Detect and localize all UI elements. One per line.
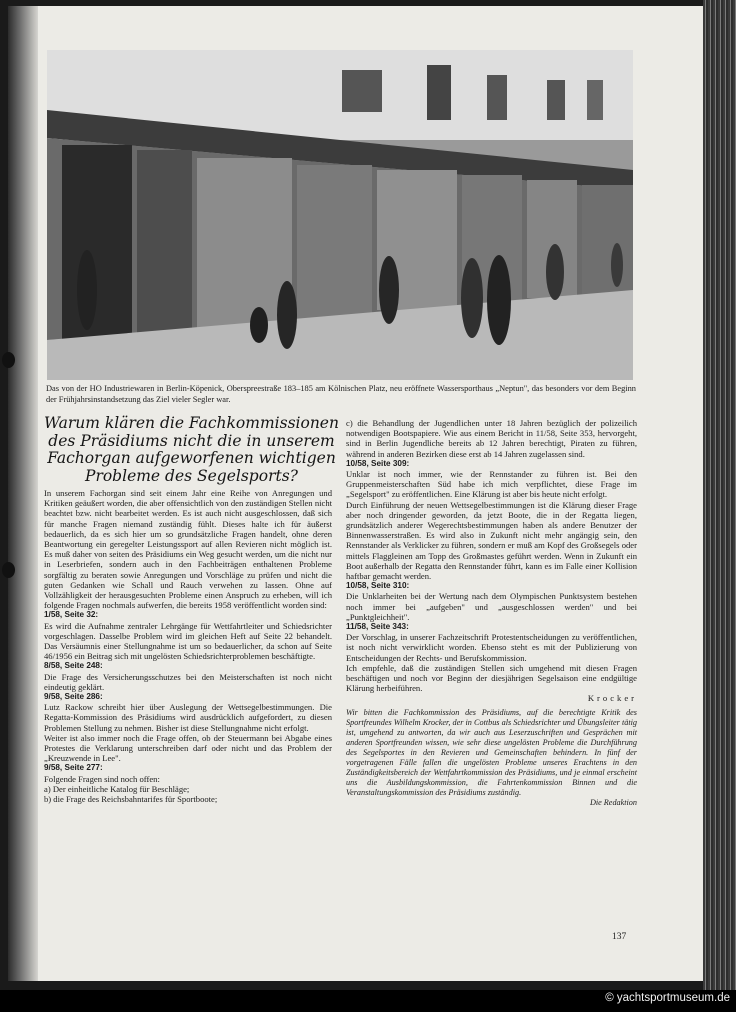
reference-text: Folgende Fragen sind noch offen: xyxy=(44,773,160,784)
reference-text: Unklar ist noch immer, wie der Rennstander zu führen ist. Bei den Gruppenmeisterschaften Süd habe ich mich verpflichtet, diese Frage im „Segelsport" zu eröffentlichen. Eine Klärung ist aber bis heute nicht erfolgt. xyxy=(346,469,637,500)
editorial-note: Wir bitten die Fachkommission des Präsidiums, auf die berechtigte Kritik des Sportfreundes Wilhelm Krocker, der in Cottbus als Schiedsrichter und Übungsleiter tätig ist, umgehend zu antworten, da wir auch aus Leserzuschriften und Gesprächen mit anderen Sportfreunden wissen, wie sehr diese ungelösten Probleme die Durchführung des Segelsportes in den Revieren und Gemeinschaften behindern. In fünf der vorgetragenen Fälle fallen die ungelösten Probleme unseres Erachtens in den Zuständigkeitsbereich der Wettfahrtkommission des Präsidiums, und je einmal erscheint uns die Ausbildungskommission, die Fahrtenkommission Binnen und die Veranstaltungskommission des Präsidiums zuständig. xyxy=(346,707,637,797)
reference-text: Lutz Rackow schreibt hier über Auslegung der Wettsegelbestimmungen. Die Regatta-Kommission des Präsidiums wird ausdrücklich aufgefordert, zu diesen Problemen Stellung zu nehmen. Bisher ist diese Stellungnahme nicht erfolgt. xyxy=(44,702,332,733)
reference-heading: 1/58, Seite 32: xyxy=(44,610,99,620)
reference-heading: 11/58, Seite 343: xyxy=(346,622,409,632)
photo-caption: Das von der HO Industriewaren in Berlin-Köpenick, Oberspreestraße 183–185 am Kölnischen Platz, neu eröffnete Wassersporthaus „Neptun", das besonders vor dem Beginn der Frühjahrsinstandsetzung das Ziel vieler Segler war. xyxy=(46,384,636,404)
reference-text: Der Vorschlag, in unserer Fachzeitschrift Protestentscheidungen zu veröffentlichen, ist noch nicht verwirklicht worden. Ebenso steht es mit der Publizierung von Entscheidungen der Rechts- und Berufskommission. xyxy=(346,632,637,663)
reference-text: Die Unklarheiten bei der Wertung nach dem Olympischen Punktsystem bestehen noch immer bei „aufgeben" und „ausgeschlossen werden" und bei „Punktgleichheit". xyxy=(346,591,637,622)
closing-paragraph: Ich empfehle, daß die zuständigen Stellen sich umgehend mit diesen Fragen beschäftigen und noch vor Beginn der diesjährigen Segelsaison eine endgültige Klärung herbeiführen. xyxy=(346,662,637,694)
binding-hole xyxy=(2,562,15,578)
storefront-photo-icon xyxy=(47,50,633,380)
reference-heading: 9/58, Seite 286: xyxy=(44,692,103,702)
article-column-right xyxy=(346,418,637,808)
list-item: c) die Behandlung der Jugendlichen unter 18 Jahren bezüglich der polizeilich notwendigen Bootspapiere. Wie aus einem Bericht in 11/58, Seite 353, hervorgeht, sind in Berlin Jugendliche bereits ab 12 Jahren berechtigt, Piraten zu führen, während in anderen Bezirken diese erst ab 14 Jahren zugelassen sind. xyxy=(346,418,637,459)
book-binding xyxy=(8,6,38,981)
editorial-signature: Die Redaktion xyxy=(589,797,637,807)
article-headline: Warum klären die Fachkommissionen des Präsidiums nicht die in unserem Fachorgan aufgeworfenen wichtigen Probleme des Segelsports? xyxy=(44,414,339,485)
binding-hole xyxy=(2,352,15,368)
reference-text: Die Frage des Versicherungsschutzes bei den Meisterschaften ist noch nicht eindeutig geklärt. xyxy=(44,671,332,692)
storefront-photo xyxy=(47,50,633,380)
watermark: © yachtsportmuseum.de xyxy=(605,992,730,1004)
reference-heading: 8/58, Seite 248: xyxy=(44,661,103,671)
article-column-left xyxy=(44,488,332,804)
reference-heading: 10/58, Seite 309: xyxy=(346,458,410,468)
intro-paragraph: In unserem Fachorgan sind seit einem Jahr eine Reihe von Anregungen und Kritiken geäußert worden, die aber offensichtlich von den zuständigen Stellen nicht beachtet bzw. nicht bearbeitet werden. Es ist auch nicht ausgeschlossen, daß sich für manche Fragen niemand zuständig fühlt. Dieses halte ich für äußerst bedauerlich, da es sich hier um so grundsätzliche Fragen handelt, ohne deren Beantwortung ein geregelter Leistungssport auf allen Revieren nicht möglich ist. Es muß daher von seiten des Präsidiums ein Weg gesucht werden, um die nicht nur in Leserbriefen, sondern auch in den Fachbeiträgen enthaltenen Probleme sorgfältig zu beraten sowie Anregungen und Vorschläge zu prüfen und nicht die guten Gedanken wie Schall und Rauch verwehen zu lassen. Ohne auf Vollzähligkeit der herausgesuchten Probleme einen Anspruch zu erheben, will ich folgende Fragen nochmals aufwerfen, die bereits 1958 veröffentlicht worden sind: xyxy=(44,488,332,611)
reference-text: Es wird die Aufnahme zentraler Lehrgänge für Wettfahrtleiter und Schiedsrichter vorgeschlagen. Dasselbe Problem wird im gleichen Heft auf Seite 22 behandelt. Das Versäumnis einer Stellungnahme ist um so bedauerlicher, da schon auf Seite 46/1956 ein Beitrag sich mit ungelösten Schiedsrichterproblemen beschäftigte. xyxy=(44,620,332,662)
reference-heading: 10/58, Seite 310: xyxy=(346,581,410,591)
reference-heading: 9/58, Seite 277: xyxy=(44,763,103,773)
list-item: a) Der einheitliche Katalog für Beschläge; xyxy=(44,783,190,794)
author-signature: Krocker xyxy=(587,693,637,704)
list-item: b) die Frage des Reichsbahntarifes für Sportboote; xyxy=(44,794,218,805)
reference-text: Durch Einführung der neuen Wettsegelbestimmungen ist die Klärung dieser Frage aber noch dringender geworden, da jetzt Boote, die in der Regatta liegen, grundsätzlich anderer Wegerechtsbestimmungen haben als andere Benutzer der Binnenwasserstraßen. Es wird also in Zukunft nicht mehr angängig sein, den Rennstander als Verklicker zu führen, sondern er muß am Kopf des Großsegels oder mittels Flaggleinen am Topp des Großmastes geführt werden. Wenn in Zukunft ein Boot außerhalb der Regatta den Rennstander führt, kann es im Falle einer Kollision haftbar gemacht werden. xyxy=(346,499,637,582)
page-number: 137 xyxy=(612,932,627,942)
reference-text: Weiter ist also immer noch die Frage offen, ob der Steuermann bei Abgabe eines Protestes die Verklarung unterschreiben darf oder nicht und das Problem der „Kreuzwende in Lee". xyxy=(44,732,332,764)
page-stack-edge xyxy=(703,0,736,1012)
